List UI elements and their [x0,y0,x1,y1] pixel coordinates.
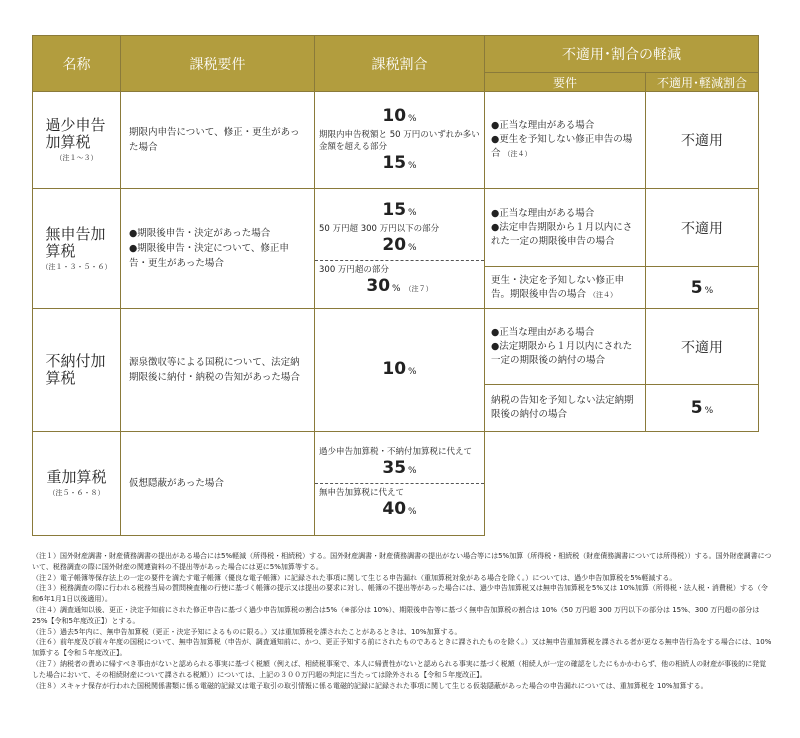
kashou-condition [485,92,646,189]
footnote: （注７）納税者の責めに帰すべき事由がないと認められる事実に基づく税額（例えば、相続税事案で、本人に帰責性がないと認められる事実に基づく税額（相続人が一定の確認をしたにもかかわらず、他の相続人の財産が事後的に発覚した場合において、その相続財産について課される税額））については、上記の３００万円超の判定に当たっては除外される【令和５年度改正】。 [32,659,767,679]
kashou-rate1: 10 % [382,105,417,126]
row-funoufu-name [33,309,121,432]
header-reduction-rate: 不適用･軽減割合 [646,73,759,92]
mushinkoku-req-line2: ●期限後申告・決定について、修正申告・更生があった場合 [129,243,289,269]
footnote: （注３）税務調査の際に行われる税務当局の質問検査権の行使に基づく帳簿の提示又は提出の要求に対し、帳簿の不提出等があった場合には、過少申告加算税又は無申告加算税を5%又は 10%加算（所得税・法人税・消費税）する（令和6年1月1日以後適用）。 [32,584,768,604]
kashou-requirement: 期限内申告について、修正・更生があった場合 [121,92,315,189]
header-requirement: 課税要件 [121,36,315,92]
juukasan-rate-note1: 過少申告加算税・不納付加算税に代えて [319,447,473,457]
funoufu-rate: 10 % [382,358,417,379]
row-juukasan-name [33,432,121,536]
funoufu-rate-cell [315,309,485,432]
kashou-name-note: （注１～３） [55,154,98,162]
mushinkoku-rate-cell [315,189,485,309]
footnote: （注５）過去5年内に、無申告加算税（更正・決定予知によるものに限る。）又は重加算税を課されたことがあるときは、10%加算する。 [32,627,462,636]
mushinkoku-rate-mid-note: 50 万円超 300 万円以下の部分 [319,223,440,234]
mushinkoku-condition2: 更生・決定を予知しない修正申告。期限後申告の場合 （注４） [485,267,646,309]
mushinkoku-result1: 不適用 [646,189,759,267]
funoufu-name: 不納付加算税 [45,352,106,387]
kashou-cond-line2: ●更生を予知しない修正申告の場合 （注４） [491,134,633,159]
funoufu-result2: 5 % [646,385,759,432]
funoufu-requirement: 源泉徴収等による国税について、法定納期限後に納付・納税の告知があった場合 [121,309,315,432]
mushinkoku-rate3: 30 % （注７） [366,275,433,296]
kashou-rate-cell [315,92,485,189]
funoufu-cond1-line1: ●正当な理由がある場合 [491,326,595,338]
penalty-tax-table [32,35,759,536]
kashou-cond-line1: ●正当な理由がある場合 [491,120,595,131]
funoufu-condition1 [485,309,646,385]
header-name: 名称 [33,36,121,92]
juukasan-rate-note2: 無申告加算税に代えて [319,488,405,498]
footnote: （注８）スキャナ保存が行われた国税関係書類に係る電磁的記録又は電子取引の取引情報に係る電磁的記録に記録された事項に関して生じる仮装隠蔽があった場合の申告漏れについては、重加算税を 10%加算する。 [32,681,708,690]
juukasan-rate-cell [315,432,485,536]
footnote: （注４）調査通知以後、更正・決定予知前にされた修正申告に基づく過少申告加算税の割合は5%（※部分は 10%）、期限後申告等に基づく無申告加算税の割合は 10%（50 万円超 300 万円以下の部分は 15%、300 万円超の部分は 25%【令和5年度改正】）とする。 [32,605,760,625]
funoufu-condition2: 納税の告知を予知しない法定納期限後の納付の場合 [485,385,646,432]
mushinkoku-req-line1: ●期限後申告・決定があった場合 [129,228,271,239]
funoufu-cond1-line2: ●法定期限から１月以内にされた一定の期限後の納付の場合 [491,340,633,366]
kashou-name: 過少申告加算税 [45,116,106,151]
juukasan-empty [485,432,759,536]
funoufu-result1: 不適用 [646,309,759,385]
footnotes [32,551,772,691]
header-reduction: 不適用･割合の軽減 [485,36,759,73]
juukasan-requirement: 仮想隠蔽があった場合 [121,432,315,536]
header-reduction-requirement: 要件 [485,73,646,92]
row-mushinkoku-name [33,189,121,309]
mushinkoku-name-note: （注１・３・５・６） [41,262,112,271]
kashou-rate-note: 期限内申告税額と 50 万円のいずれか多い金額を超える部分 [319,129,480,152]
kashou-rate2: 15 % [382,152,417,173]
mushinkoku-result2: 5 % [646,267,759,309]
juukasan-rate1: 35 % [382,458,417,478]
mushinkoku-rate1: 15 % [382,199,417,220]
footnote: （注２）電子帳簿等保存法上の一定の要件を満たす電子帳簿（優良な電子帳簿）に記録された事項に関して生じる申告漏れ（重加算税対象がある場合を除く。）については、過少申告加算税を5%軽減する。 [32,573,677,582]
kashou-result: 不適用 [646,92,759,189]
mushinkoku-rate-hi-note: 300 万円超の部分 [319,264,389,275]
mushinkoku-cond1-line1: ●正当な理由がある場合 [491,207,595,219]
juukasan-rate2: 40 % [382,499,417,519]
juukasan-name: 重加算税 [46,468,107,486]
header-rate: 課税割合 [315,36,485,92]
juukasan-name-note: （注５・６・８） [48,489,105,497]
footnote: （注１）国外財産調書・財産債務調書の提出がある場合には5%軽減（所得税・相続税）する。国外財産調書・財産債務調書の提出がない場合等には5%加算（所得税・相続税（財産債務調書については所得税））する。国外財産調書について、税務調査の際に国外財産の関連資料の不提出等があった場合には更に5%加算等する。 [32,552,772,571]
footnote: （注６）前年度及び前々年度の国税について、無申告加算税（申告が、調査通知前に、かつ、更正予知する前にされたものであるときに課されたものを除く。）又は無申告重加算税を課される者が更なる無申告行為をする場合には、10%加算する【令和５年度改正】。 [32,638,772,658]
mushinkoku-rate2: 20 % [382,234,417,255]
row-kashou-name [33,92,121,189]
mushinkoku-cond1-line2: ●法定申告期限から１月以内にされた一定の期限後申告の場合 [491,221,633,247]
mushinkoku-requirement [121,189,315,309]
mushinkoku-condition1 [485,189,646,267]
mushinkoku-name: 無申告加算税 [45,224,106,260]
